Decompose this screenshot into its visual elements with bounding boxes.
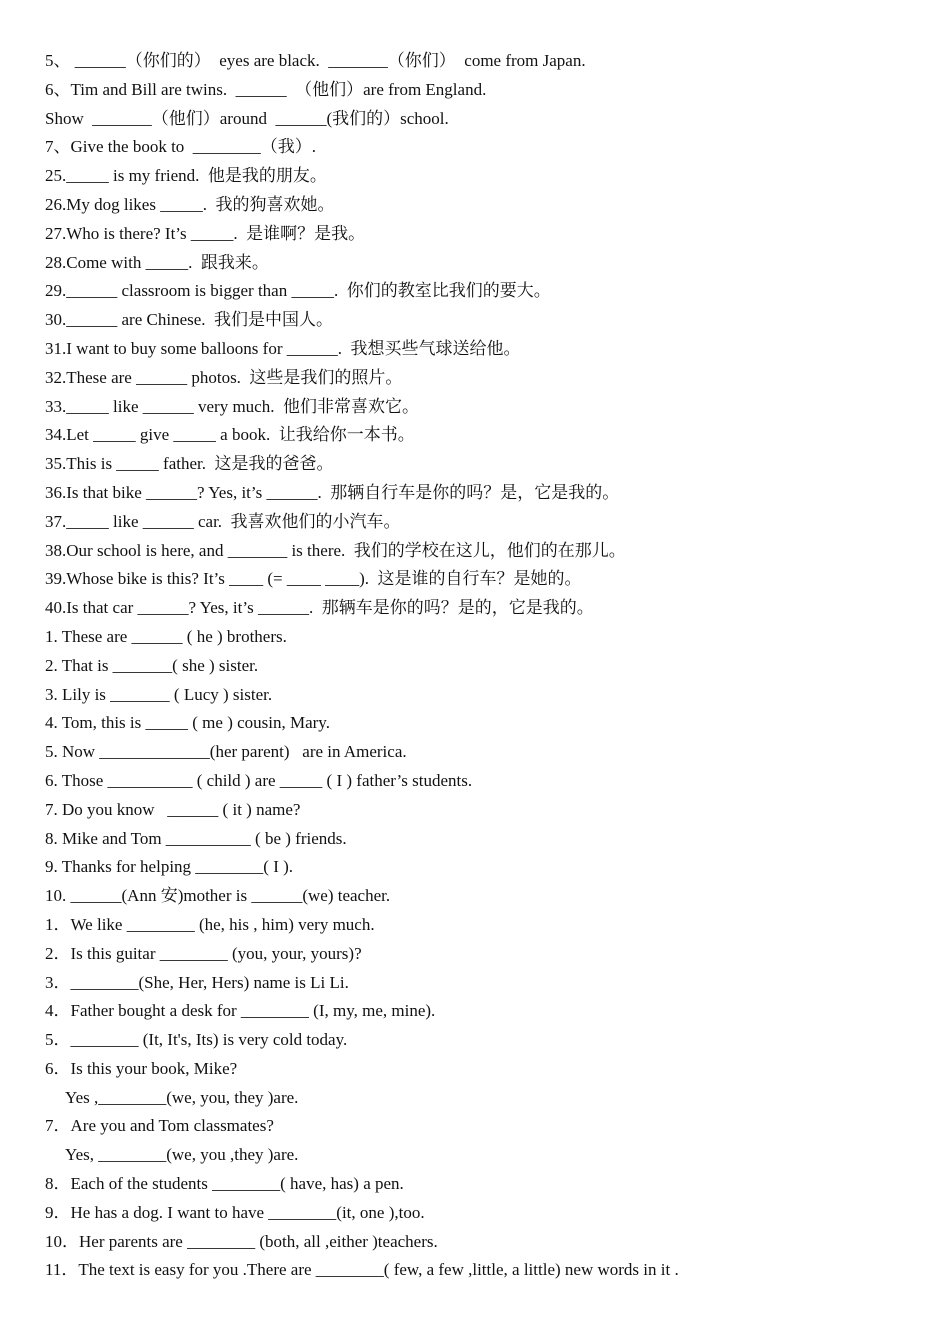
exercise-line: 6．Is this your book, Mike? [45,1058,238,1078]
exercise-line: 28.Come with _____. 跟我来。 [45,252,269,272]
exercise-line: 1. These are ______ ( he ) brothers. [45,626,287,646]
exercise-line: 10. ______(Ann 安)mother is ______(we) teacher. [45,886,391,906]
exercise-line: 7、Give the book to ________（我）. [45,137,317,157]
exercise-line: 2．Is this guitar ________ (you, your, yours)? [45,943,362,963]
exercise-line: 3. Lily is _______ ( Lucy ) sister. [45,684,273,704]
exercise-line: 35.This is _____ father. 这是我的爸爸。 [45,454,334,474]
exercise-line: 3．________(She, Her, Hers) name is Li Li. [45,972,349,992]
exercise-line: 36.Is that bike ______? Yes, it’s ______. 那辆自行车是你的吗？是，它是我的。 [45,482,620,502]
exercise-line: 9. Thanks for helping ________( I ). [45,857,294,877]
exercise-line: 5. Now _____________(her parent) are in America. [45,742,407,762]
exercise-line: 40.Is that car ______? Yes, it’s ______. 那辆车是你的吗？是的，它是我的。 [45,598,594,618]
exercise-line: 2. That is _______( she ) sister. [45,655,259,675]
exercise-line: 1．We like ________ (he, his , him) very much. [45,914,375,934]
exercise-line: 11．The text is easy for you .There are ________( few, a few ,little, a little) new words in it . [45,1260,679,1280]
worksheet-text [45,47,915,1285]
exercise-line: 32.These are ______ photos. 这些是我们的照片。 [45,367,403,387]
exercise-line: 25._____ is my friend. 他是我的朋友。 [45,166,327,186]
exercise-line: 30.______ are Chinese. 我们是中国人。 [45,310,334,330]
exercise-line: 6、Tim and Bill are twins. ______ （他们）are from England. [45,79,487,99]
exercise-line: 31.I want to buy some balloons for ______. 我想买些气球送给他。 [45,338,521,358]
exercise-line: 10．Her parents are ________ (both, all ,either )teachers. [45,1231,438,1251]
exercise-line: 5．________ (It, It's, Its) is very cold today. [45,1030,348,1050]
exercise-line: 4．Father bought a desk for ________ (I, my, me, mine). [45,1001,436,1021]
exercise-line: 4. Tom, this is _____ ( me ) cousin, Mary. [45,713,330,733]
exercise-line: 38.Our school is here, and _______ is there. 我们的学校在这儿，他们的在那儿。 [45,540,626,560]
exercise-line: Show _______（他们）around ______(我们的）school. [45,108,449,128]
exercise-line: 5、 ______（你们的） eyes are black. _______（你们） come from Japan. [45,51,586,70]
exercise-line: 9．He has a dog. I want to have ________(it, one ),too. [45,1202,425,1222]
exercise-line: 8. Mike and Tom __________ ( be ) friends. [45,828,347,848]
exercise-line: 29.______ classroom is bigger than _____. 你们的教室比我们的要大。 [45,281,551,301]
exercise-line: 7．Are you and Tom classmates? [45,1116,274,1136]
exercise-line: 26.My dog likes _____. 我的狗喜欢她。 [45,194,335,214]
exercise-line: 7. Do you know ______ ( it ) name? [45,799,301,819]
exercise-line: 33._____ like ______ very much. 他们非常喜欢它。 [45,396,419,416]
exercise-line: 27.Who is there? It’s _____. 是谁啊？是我。 [45,223,366,243]
exercise-line: Yes, ________(we, you ,they )are. [65,1145,299,1165]
exercise-line: 8．Each of the students ________( have, has) a pen. [45,1174,404,1194]
exercise-line: 37._____ like ______ car. 我喜欢他们的小汽车。 [45,511,401,531]
exercise-line: 39.Whose bike is this? It’s ____ (= ____ ____). 这是谁的自行车？是她的。 [45,569,582,589]
exercise-line: 34.Let _____ give _____ a book. 让我给你一本书。 [45,425,415,445]
exercise-line: 6. Those __________ ( child ) are _____ ( I ) father’s students. [45,770,473,790]
exercise-line: Yes ,________(we, you, they )are. [65,1087,299,1107]
